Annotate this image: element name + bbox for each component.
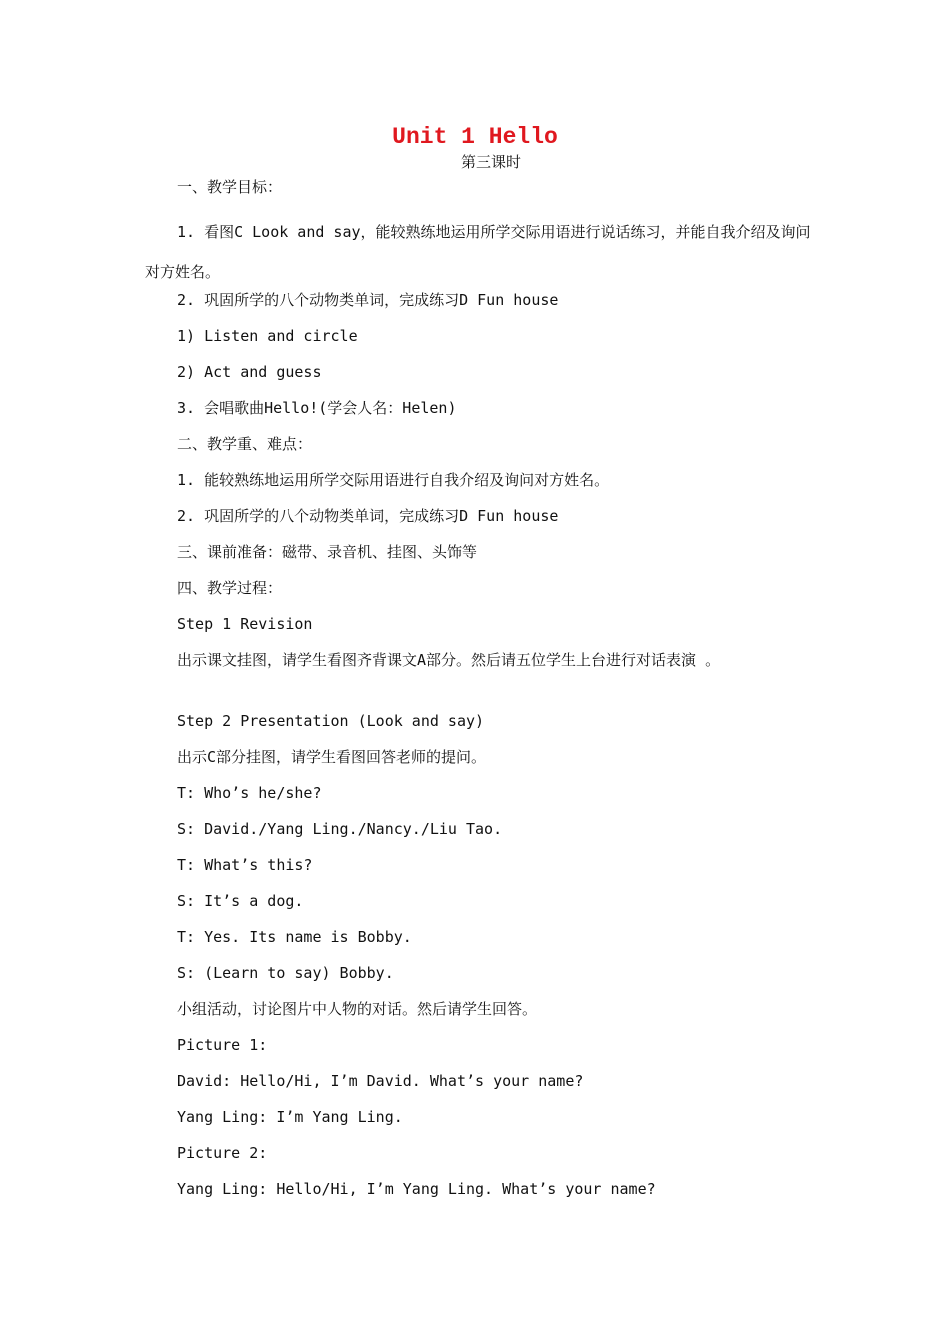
dialogue-line: Yang Ling: Hello/Hi, I’m Yang Ling. What’s your name?	[177, 1180, 656, 1198]
step-2-text: 出示C部分挂图，请学生看图回答老师的提问。	[177, 748, 487, 766]
picture-1-label: Picture 1:	[177, 1036, 268, 1054]
objective-2: 2. 巩固所学的八个动物类单词，完成练习D Fun house	[177, 291, 559, 309]
picture-2-label: Picture 2:	[177, 1144, 268, 1162]
objective-3: 3. 会唱歌曲Hello!(学会人名：Helen)	[177, 399, 457, 417]
objective-2-sub-2: 2) Act and guess	[177, 363, 322, 381]
document-title: Unit 1 Hello	[392, 124, 558, 150]
dialogue-line: S: (Learn to say) Bobby.	[177, 964, 394, 982]
key-point-1: 1. 能较熟练地运用所学交际用语进行自我介绍及询问对方姓名。	[177, 471, 610, 489]
section-heading-key-points: 二、教学重、难点：	[177, 435, 313, 453]
dialogue-line: S: David./Yang Ling./Nancy./Liu Tao.	[177, 820, 503, 838]
step-1-text: 出示课文挂图，请学生看图齐背课文A部分。然后请五位学生上台进行对话表演 。	[177, 651, 721, 669]
dialogue-line: T: Who’s he/she?	[177, 784, 322, 802]
objective-2-sub-1: 1) Listen and circle	[177, 327, 358, 345]
section-heading-objectives: 一、教学目标：	[177, 178, 283, 196]
document-subtitle: 第三课时	[460, 153, 521, 171]
section-heading-preparation: 三、课前准备：磁带、录音机、挂图、头饰等	[177, 543, 478, 561]
objective-1: 1. 看图C Look and say，能较熟练地运用所学交际用语进行说话练习，并能自我介绍及询问对方姓名。	[145, 223, 811, 281]
dialogue-line: T: What’s this?	[177, 856, 313, 874]
dialogue-line: David: Hello/Hi, I’m David. What’s your name?	[177, 1072, 584, 1090]
step-2-heading: Step 2 Presentation (Look and say)	[177, 712, 485, 730]
key-point-2: 2. 巩固所学的八个动物类单词，完成练习D Fun house	[177, 507, 559, 525]
step-1-heading: Step 1 Revision	[177, 615, 313, 633]
dialogue-line: S: It’s a dog.	[177, 892, 304, 910]
group-activity-text: 小组活动，讨论图片中人物的对话。然后请学生回答。	[177, 1000, 538, 1018]
dialogue-line: Yang Ling: I’m Yang Ling.	[177, 1108, 403, 1126]
dialogue-line: T: Yes. Its name is Bobby.	[177, 928, 412, 946]
section-heading-process: 四、教学过程：	[177, 579, 283, 597]
